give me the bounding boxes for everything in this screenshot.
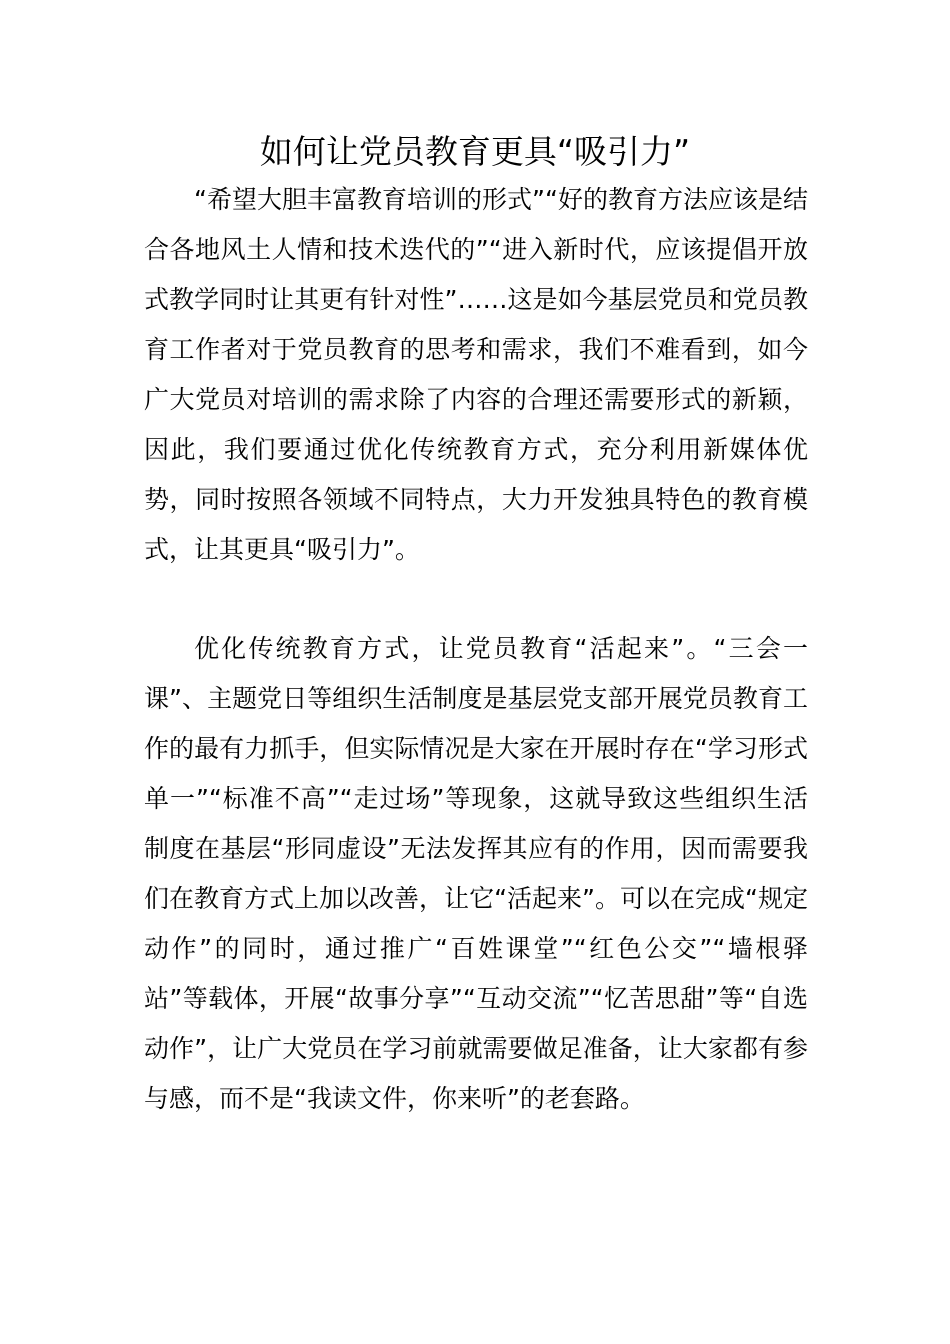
paragraph-intro: “希望大胆丰富教育培训的形式”“好的教育方法应该是结合各地风土人情和技术迭代的”“进入新时代，应该提倡开放式教学同时让其更有针对性”……这是如今基层党员和党员教育工作者对于党员教育的思考和需求，我们不难看到，如今广大党员对培训的需求除了内容的合理还需要形式的新颖，因此，我们要通过优化传统教育方式，充分利用新媒体优势，同时按照各领域不同特点，大力开发独具特色的教育模式，让其更具“吸引力”。 — [144, 185, 808, 564]
paragraph-traditional-education: 优化传统教育方式，让党员教育“活起来”。“三会一课”、主题党日等组织生活制度是基层党支部开展党员教育工作的最有力抓手，但实际情况是大家在开展时存在“学习形式单一”“标准不高”“走过场”等现象，这就导致这些组织生活制度在基层“形同虚设”无法发挥其应有的作用，因而需要我们在教育方式上加以改善，让它“活起来”。可以在完成“规定动作”的同时，通过推广“百姓课堂”“红色公交”“墙根驿站”等载体，开展“故事分享”“互动交流”“忆苦思甜”等“自选动作”，让广大党员在学习前就需要做足准备，让大家都有参与感，而不是“我读文件，你来听”的老套路。 — [144, 634, 808, 1113]
document-title: 如何让党员教育更具“吸引力” — [259, 132, 691, 171]
